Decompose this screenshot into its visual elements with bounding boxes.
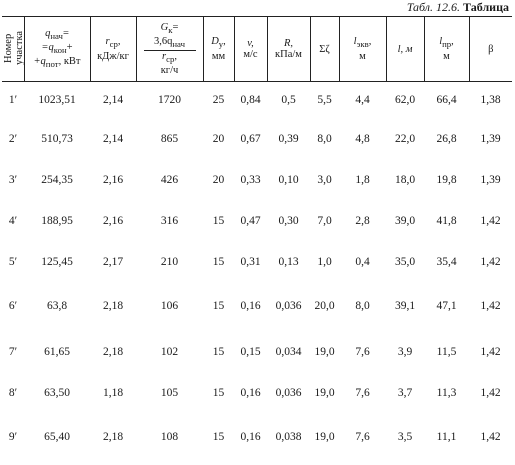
cell-beta: 1,42 [480,430,501,443]
cell-velocity: 0,15 [240,345,261,358]
cell-R: 0,034 [275,345,302,358]
cell-l-ekv: 0,4 [355,256,370,268]
cell-r-cp: 2,14 [102,94,124,107]
header-l: l, м [386,17,424,82]
cell-R: 0,30 [278,215,299,227]
cell-velocity: 0,16 [240,386,261,399]
cell-heat-load: 510,73 [41,133,73,145]
table-row [2,201,512,242]
cell-l-ekv: 8,0 [355,300,370,312]
header-r: $r_{ср}$, кДж/кг [90,17,136,82]
cell-l-ekv: 7,6 [355,430,370,443]
cell-flow: 102 [160,345,179,358]
cell-R: 0,39 [278,133,299,145]
cell-diameter: 15 [212,345,225,358]
cell-l: 3,7 [397,386,413,399]
cell-heat-load: 63,50 [44,386,70,399]
header-section: Номер участка [2,17,24,82]
cell-l-pr: 19,8 [436,174,457,186]
cell-zeta: 7,0 [317,215,332,227]
cell-velocity: 0,47 [240,215,261,227]
cell-l: 39,0 [394,215,416,227]
cell-zeta: 19,0 [314,386,335,399]
cell-diameter: 15 [212,256,225,268]
cell-section: 2′ [8,133,18,145]
table-row [2,283,512,330]
header-R: R, кПа/м [267,17,310,82]
data-table [2,16,512,462]
cell-flow: 426 [160,174,179,186]
header-velocity: v, м/с [234,17,267,82]
cell-beta: 1,39 [480,133,501,145]
table-row [2,374,512,412]
table-row [2,330,512,374]
cell-l: 62,0 [394,94,416,107]
cell-zeta: 8,0 [317,133,332,145]
cell-velocity: 0,31 [240,256,261,268]
cell-r-cp: 2,18 [102,345,124,358]
cell-l: 22,0 [394,133,416,145]
cell-l-pr: 11,1 [436,430,457,443]
cell-zeta: 3,0 [317,174,332,186]
cell-l: 18,0 [394,174,416,186]
cell-flow: 210 [160,256,179,268]
cell-diameter: 25 [212,94,225,107]
cell-zeta: 19,0 [314,430,335,443]
cell-section: 9′ [8,430,18,443]
cell-beta: 1,42 [480,386,501,399]
cell-section: 8′ [8,386,18,399]
cell-velocity: 0,67 [240,133,261,145]
caption-prefix: Табл. 12.6. [406,0,461,14]
cell-l-pr: 66,4 [436,94,457,107]
header-diameter: $D_у$, мм [203,17,234,82]
cell-R: 0,036 [275,386,302,399]
cell-r-cp: 2,14 [102,133,124,145]
cell-r-cp: 2,16 [102,215,124,227]
cell-diameter: 20 [212,174,225,186]
cell-zeta: 5,5 [317,94,332,107]
cell-heat-load: 1023,51 [38,94,76,107]
cell-flow: 105 [160,386,179,399]
cell-l-ekv: 7,6 [355,345,370,358]
table-row [2,82,512,119]
cell-l-ekv: 2,8 [355,215,370,227]
cell-section: 7′ [8,345,18,358]
cell-velocity: 0,16 [240,300,261,312]
cell-flow: 108 [160,430,179,443]
cell-beta: 1,38 [480,94,501,107]
header-beta: β [469,17,512,82]
cell-l-ekv: 4,8 [355,133,370,145]
cell-l-pr: 11,3 [436,386,457,399]
cell-beta: 1,42 [480,345,501,358]
cell-diameter: 15 [212,300,225,312]
table-body [2,82,512,462]
table-row [2,160,512,201]
table-caption [407,0,509,14]
cell-l-pr: 26,8 [436,133,457,145]
cell-flow: 316 [160,215,179,227]
table-row [2,242,512,283]
cell-section: 6′ [8,300,18,312]
table-row [2,412,512,462]
cell-heat-load: 65,40 [44,430,70,443]
cell-heat-load: 125,45 [41,256,73,268]
cell-section: 4′ [8,215,18,227]
cell-r-cp: 2,16 [102,174,124,186]
cell-beta: 1,39 [480,174,501,186]
cell-zeta: 1,0 [317,256,332,268]
cell-r-cp: 2,18 [102,430,124,443]
cell-R: 0,038 [275,430,302,443]
cell-R: 0,5 [281,94,296,107]
header-l-ekv: $l_{экв}$, м [339,17,386,82]
cell-l: 35,0 [394,256,416,268]
cell-velocity: 0,84 [240,94,261,107]
cell-heat-load: 188,95 [41,215,73,227]
cell-R: 0,10 [278,174,299,186]
cell-l-ekv: 4,4 [355,94,370,107]
cell-beta: 1,42 [480,300,501,312]
cell-l: 3,9 [397,345,413,358]
cell-velocity: 0,33 [240,174,261,186]
cell-heat-load: 63,8 [46,300,68,312]
cell-R: 0,036 [275,300,302,312]
cell-l-pr: 47,1 [436,300,457,312]
cell-R: 0,13 [278,256,299,268]
header-l-pr: $l_{пр}$, м [424,17,469,82]
header-g: $G_к=$ $3,6q_{нач}$ $r_{ср}$, кг/ч [136,17,203,82]
cell-zeta: 19,0 [314,345,335,358]
cell-flow: 106 [160,300,179,312]
cell-l: 3,5 [397,430,413,443]
header-row [2,17,512,82]
cell-velocity: 0,16 [240,430,261,443]
cell-r-cp: 2,17 [102,256,124,268]
cell-r-cp: 1,18 [102,386,124,399]
cell-beta: 1,42 [480,256,501,268]
cell-l: 39,1 [394,300,416,312]
cell-flow: 1720 [158,94,181,107]
cell-section: 3′ [8,174,18,186]
cell-l-pr: 11,5 [436,345,457,358]
cell-section: 5′ [8,256,18,268]
header-heat-load: $q_{нач}=$ $=q_{кон}+$ $+q_{пот}$, кВт [24,17,90,82]
cell-zeta: 20,0 [314,300,335,312]
cell-diameter: 15 [212,386,225,399]
cell-heat-load: 61,65 [44,345,70,358]
cell-l-ekv: 1,8 [355,174,370,186]
cell-flow: 865 [160,133,179,145]
cell-diameter: 20 [212,133,225,145]
cell-l-pr: 41,8 [436,215,457,227]
cell-l-pr: 35,4 [436,256,457,268]
cell-l-ekv: 7,6 [355,386,370,399]
table-row [2,119,512,160]
cell-diameter: 15 [212,215,225,227]
cell-beta: 1,42 [480,215,501,227]
cell-diameter: 15 [212,430,225,443]
header-zeta: Σζ [310,17,339,82]
cell-section: 1′ [8,94,18,107]
cell-r-cp: 2,18 [102,300,124,312]
cell-heat-load: 254,35 [41,174,73,186]
caption-title: Таблица [463,0,509,14]
